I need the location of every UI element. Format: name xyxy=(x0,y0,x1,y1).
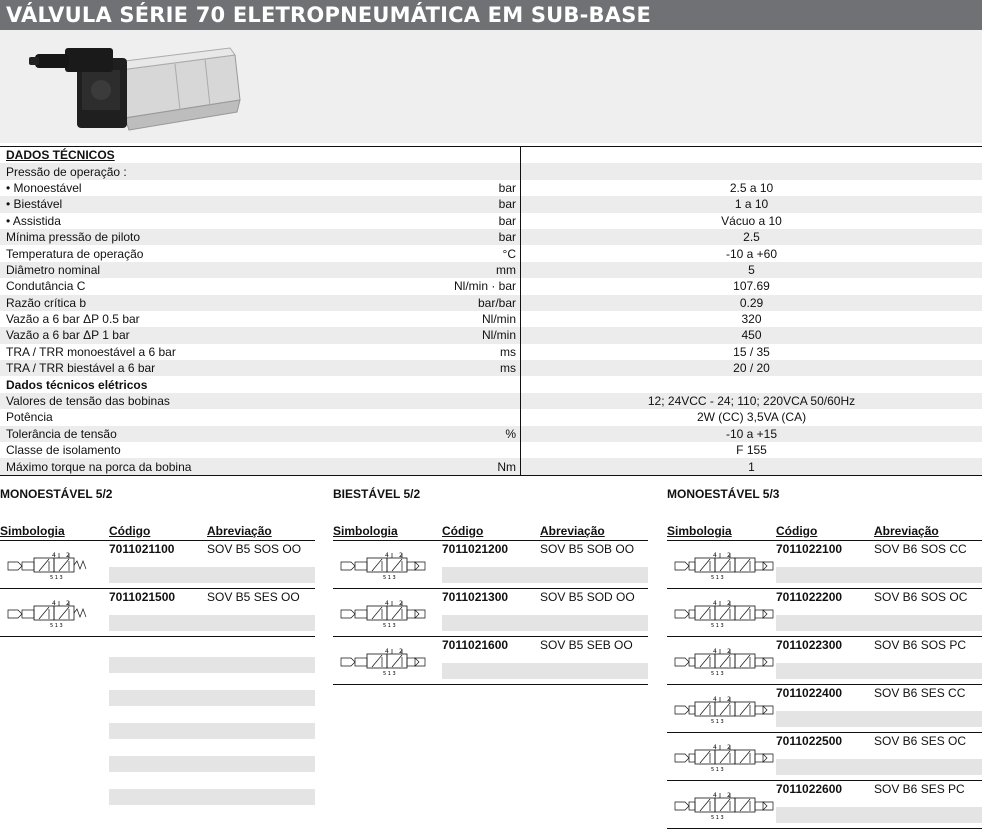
shade-band xyxy=(109,789,315,805)
row-value: 2W (CC) 3,5VA (CA) xyxy=(696,410,807,425)
valve-symbol-icon xyxy=(6,549,100,581)
row-shade xyxy=(776,807,982,823)
row-value: 1 xyxy=(521,458,982,475)
col-abreviacao: Abreviação xyxy=(540,524,605,538)
row-unit: ms xyxy=(450,360,521,376)
row-value: 2.5 xyxy=(743,230,760,245)
row-value: 450 xyxy=(741,328,762,343)
row-unit: ms xyxy=(450,344,521,360)
row-unit: bar xyxy=(450,196,521,212)
technical-data-row xyxy=(0,180,982,196)
svg-text:2: 2 xyxy=(727,552,731,559)
col-simbologia: Simbologia xyxy=(667,524,732,538)
row-shade xyxy=(776,663,982,679)
row-shade xyxy=(109,615,315,631)
row-unit: Nl/min xyxy=(450,311,521,327)
valve-variant-row xyxy=(333,637,648,685)
svg-text:4: 4 xyxy=(52,600,56,607)
row-label: Mínima pressão de piloto xyxy=(6,230,141,245)
group-biestavel-5-2 xyxy=(333,484,648,685)
row-value: 0.29 xyxy=(739,295,764,310)
svg-text:5 1 3: 5 1 3 xyxy=(50,575,63,581)
svg-text:2: 2 xyxy=(727,600,731,607)
group-column-headers xyxy=(0,524,315,541)
valve-symbol xyxy=(667,733,776,780)
valve-variant-row xyxy=(667,637,982,685)
row-label: Classe de isolamento xyxy=(6,443,121,458)
row-value: -10 a +60 xyxy=(725,246,778,261)
svg-text:4: 4 xyxy=(385,600,389,607)
row-label: Pressão de operação : xyxy=(6,164,127,179)
row-value: 15 / 35 xyxy=(733,344,770,359)
group-monoestavel-5-3 xyxy=(667,484,982,829)
valve-symbol xyxy=(667,589,776,636)
row-unit: % xyxy=(450,426,521,442)
row-shade xyxy=(776,615,982,631)
variant-code: 7011022600 xyxy=(776,782,843,796)
valve-symbol-icon xyxy=(673,549,779,581)
shade-band xyxy=(109,657,315,673)
valve-symbol-icon xyxy=(673,645,779,677)
svg-text:4: 4 xyxy=(713,696,717,703)
variant-abbreviation: SOV B6 SOS PC xyxy=(874,638,967,652)
row-label: • Biestável xyxy=(6,197,63,212)
svg-text:2: 2 xyxy=(727,744,731,751)
technical-data-row xyxy=(0,344,982,360)
group-monoestavel-5-2 xyxy=(0,484,315,825)
page-title: VÁLVULA SÉRIE 70 ELETROPNEUMÁTICA EM SUB-BASE xyxy=(6,3,652,27)
variant-info xyxy=(109,589,315,636)
svg-text:2: 2 xyxy=(727,696,731,703)
variant-info xyxy=(776,589,982,636)
variant-info xyxy=(776,637,982,684)
row-label: Valores de tensão das bobinas xyxy=(6,394,170,409)
svg-text:5 1 3: 5 1 3 xyxy=(711,623,724,629)
row-label: Vazão a 6 bar ΔP 0.5 bar xyxy=(6,312,140,327)
technical-data-row xyxy=(0,278,982,294)
header-value-cell xyxy=(521,147,982,164)
valve-symbol-icon xyxy=(339,645,433,677)
valve-variant-row xyxy=(667,589,982,637)
valve-symbol xyxy=(667,781,776,828)
variant-info xyxy=(442,541,648,588)
row-shade xyxy=(776,759,982,775)
technical-data-row xyxy=(0,409,982,425)
variant-code: 7011022300 xyxy=(776,638,843,652)
col-simbologia: Simbologia xyxy=(333,524,398,538)
row-label: • Monoestável xyxy=(6,180,82,195)
row-unit: Nm xyxy=(450,458,521,475)
row-label: Diâmetro nominal xyxy=(6,262,101,277)
variant-abbreviation: SOV B6 SES OC xyxy=(874,734,967,748)
col-codigo: Código xyxy=(776,524,818,538)
svg-text:4: 4 xyxy=(713,744,717,751)
variant-code: 7011022200 xyxy=(776,590,843,604)
svg-text:5 1 3: 5 1 3 xyxy=(50,623,63,629)
group-column-headers xyxy=(667,524,982,541)
valve-symbol xyxy=(333,541,442,588)
row-shade xyxy=(442,615,648,631)
variant-abbreviation: SOV B6 SES CC xyxy=(874,686,966,700)
svg-text:2: 2 xyxy=(727,648,731,655)
technical-data-row xyxy=(0,393,982,409)
row-label: Dados técnicos elétricos xyxy=(6,377,148,392)
variant-info xyxy=(442,637,648,684)
row-shade xyxy=(776,567,982,583)
valve-symbol xyxy=(667,637,776,684)
valve-symbol-icon xyxy=(339,549,433,581)
svg-text:5 1 3: 5 1 3 xyxy=(711,815,724,821)
row-value: F 155 xyxy=(736,443,767,458)
header-unit-cell xyxy=(450,147,521,164)
svg-text:2: 2 xyxy=(399,648,403,655)
svg-text:2: 2 xyxy=(727,792,731,799)
valve-variant-row xyxy=(667,733,982,781)
svg-text:4: 4 xyxy=(713,552,717,559)
svg-text:4: 4 xyxy=(713,600,717,607)
variant-abbreviation: SOV B6 SOS CC xyxy=(874,542,967,556)
valve-symbol xyxy=(0,589,109,636)
technical-data-row xyxy=(0,229,982,245)
row-label: Razão crítica b xyxy=(6,295,87,310)
valve-variant-row xyxy=(0,541,315,589)
variant-code: 7011022400 xyxy=(776,686,843,700)
svg-text:4: 4 xyxy=(52,552,56,559)
valve-symbol xyxy=(333,589,442,636)
svg-text:5 1 3: 5 1 3 xyxy=(711,767,724,773)
product-photo-area xyxy=(0,30,982,143)
valve-symbol xyxy=(333,637,442,684)
row-unit: Nl/min · bar xyxy=(450,278,521,294)
svg-text:4: 4 xyxy=(713,648,717,655)
technical-data-row xyxy=(0,311,982,327)
svg-text:5 1 3: 5 1 3 xyxy=(383,623,396,629)
technical-data-row xyxy=(0,196,982,212)
row-label: Potência xyxy=(6,410,53,425)
group-column-headers xyxy=(333,524,648,541)
group-title: MONOESTÁVEL 5/3 xyxy=(667,487,780,501)
technical-data-row xyxy=(0,245,982,261)
row-value: -10 a +15 xyxy=(725,426,778,441)
row-value: 107.69 xyxy=(733,279,770,294)
empty-shaded-area xyxy=(0,637,315,825)
technical-data-row xyxy=(0,442,982,458)
technical-data-table xyxy=(0,146,982,476)
row-unit: mm xyxy=(450,262,521,278)
variant-code: 7011022500 xyxy=(776,734,843,748)
shade-band xyxy=(109,690,315,706)
shade-band xyxy=(109,756,315,772)
svg-text:5 1 3: 5 1 3 xyxy=(383,575,396,581)
row-value xyxy=(521,163,982,179)
variant-abbreviation: SOV B5 SOS OO xyxy=(207,542,302,556)
technical-data-row xyxy=(0,360,982,376)
variant-code: 7011022100 xyxy=(776,542,843,556)
title-bar xyxy=(0,0,982,30)
row-label: Máximo torque na porca da bobina xyxy=(0,458,450,475)
row-unit xyxy=(450,409,521,425)
row-value: 20 / 20 xyxy=(733,361,770,376)
row-label: TRA / TRR biestável a 6 bar xyxy=(6,361,156,376)
row-value xyxy=(521,376,982,392)
row-label: Temperatura de operação xyxy=(6,246,144,261)
variant-code: 7011021100 xyxy=(109,542,175,556)
row-value: 5 xyxy=(748,262,755,277)
row-unit: Nl/min xyxy=(450,327,521,343)
variant-code: 7011021200 xyxy=(442,542,509,556)
svg-text:5 1 3: 5 1 3 xyxy=(383,671,396,677)
svg-text:4: 4 xyxy=(385,648,389,655)
row-label: Vazão a 6 bar ΔP 1 bar xyxy=(6,328,130,343)
row-unit xyxy=(450,442,521,458)
valve-symbol-icon xyxy=(673,789,779,821)
variant-code: 7011021600 xyxy=(442,638,509,652)
technical-data-header: DADOS TÉCNICOS xyxy=(0,147,450,164)
variant-abbreviation: SOV B5 SOD OO xyxy=(540,590,635,604)
valve-variant-row xyxy=(667,781,982,829)
variant-abbreviation: SOV B5 SEB OO xyxy=(540,638,633,652)
valve-symbol-icon xyxy=(673,741,779,773)
technical-data-row xyxy=(0,426,982,442)
variant-abbreviation: SOV B6 SES PC xyxy=(874,782,965,796)
row-shade xyxy=(776,711,982,727)
row-label: • Assistida xyxy=(6,213,61,228)
variant-code: 7011021300 xyxy=(442,590,509,604)
valve-symbol-icon xyxy=(6,597,100,629)
variant-code: 7011021500 xyxy=(109,590,176,604)
row-shade xyxy=(442,663,648,679)
svg-text:4: 4 xyxy=(713,792,717,799)
valve-symbol-icon xyxy=(339,597,433,629)
valve-symbol-icon xyxy=(673,693,779,725)
variant-info xyxy=(109,541,315,588)
svg-text:2: 2 xyxy=(399,600,403,607)
valve-variant-row xyxy=(333,589,648,637)
svg-text:5 1 3: 5 1 3 xyxy=(711,671,724,677)
row-value: 320 xyxy=(741,312,762,327)
technical-data-row xyxy=(0,163,982,179)
valve-symbol xyxy=(0,541,109,588)
variant-info xyxy=(776,541,982,588)
variant-info xyxy=(776,685,982,732)
valve-variant-row xyxy=(667,685,982,733)
group-title: MONOESTÁVEL 5/2 xyxy=(0,487,113,501)
valve-variant-row xyxy=(0,589,315,637)
col-abreviacao: Abreviação xyxy=(874,524,939,538)
group-title: BIESTÁVEL 5/2 xyxy=(333,487,421,501)
col-simbologia: Simbologia xyxy=(0,524,65,538)
row-unit: bar/bar xyxy=(450,295,521,311)
col-codigo: Código xyxy=(442,524,484,538)
technical-data-row xyxy=(0,376,982,392)
row-shade xyxy=(109,567,315,583)
technical-data-row xyxy=(0,458,982,475)
shade-band xyxy=(109,723,315,739)
row-label: Condutância C xyxy=(6,279,86,294)
row-unit: °C xyxy=(450,245,521,261)
svg-text:2: 2 xyxy=(66,552,70,559)
variant-info xyxy=(442,589,648,636)
solenoid-valve-image xyxy=(25,40,245,140)
row-value: 2.5 a 10 xyxy=(729,180,774,195)
row-unit: bar xyxy=(450,213,521,229)
svg-text:2: 2 xyxy=(399,552,403,559)
col-abreviacao: Abreviação xyxy=(207,524,272,538)
valve-variant-row xyxy=(667,541,982,589)
valve-symbol xyxy=(667,541,776,588)
row-unit xyxy=(450,163,521,179)
row-value: 12; 24VCC - 24; 110; 220VCA 50/60Hz xyxy=(647,394,856,409)
technical-data-header-row xyxy=(0,147,982,164)
variant-info xyxy=(776,733,982,780)
technical-data-row xyxy=(0,295,982,311)
row-shade xyxy=(442,567,648,583)
col-codigo: Código xyxy=(109,524,151,538)
row-label: TRA / TRR monoestável a 6 bar xyxy=(6,344,176,359)
valve-symbol-icon xyxy=(673,597,779,629)
variant-info xyxy=(776,781,982,828)
svg-text:4: 4 xyxy=(385,552,389,559)
row-unit: bar xyxy=(450,180,521,196)
row-label: Tolerância de tensão xyxy=(6,426,117,441)
variant-abbreviation: SOV B5 SOB OO xyxy=(540,542,635,556)
row-unit: bar xyxy=(450,229,521,245)
row-unit xyxy=(450,393,521,409)
technical-data-row xyxy=(0,213,982,229)
svg-text:5 1 3: 5 1 3 xyxy=(711,719,724,725)
valve-symbol xyxy=(667,685,776,732)
variant-abbreviation: SOV B5 SES OO xyxy=(207,590,300,604)
svg-text:2: 2 xyxy=(66,600,70,607)
technical-data-row xyxy=(0,262,982,278)
variant-abbreviation: SOV B6 SOS OC xyxy=(874,590,968,604)
technical-data-row xyxy=(0,327,982,343)
valve-variant-row xyxy=(333,541,648,589)
row-unit xyxy=(450,376,521,392)
row-value: 1 a 10 xyxy=(734,197,769,212)
svg-text:5 1 3: 5 1 3 xyxy=(711,575,724,581)
row-value: Vácuo a 10 xyxy=(721,213,782,228)
